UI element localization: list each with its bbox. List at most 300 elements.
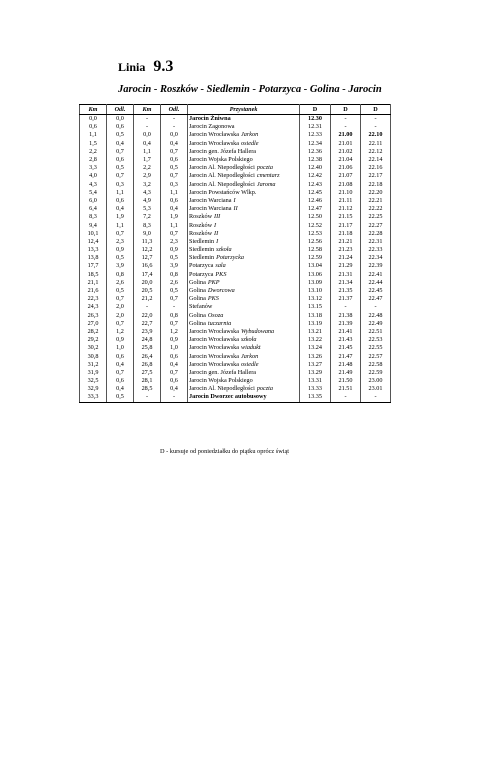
stop-name: Stefanów <box>189 303 213 311</box>
km-cell: 2,2 <box>80 148 107 156</box>
km-cell: 4,0 <box>80 172 107 180</box>
table-row <box>80 312 391 320</box>
distance-cell: - <box>161 115 188 124</box>
distance-cell: 0,6 <box>107 123 134 131</box>
km-cell: 18,5 <box>80 271 107 279</box>
stop-name: Jarocin Zagonowa <box>189 123 235 131</box>
stop-name: Jarocin Wrocławska <box>189 131 239 139</box>
departure-time-cell: - <box>331 115 361 124</box>
departure-time-cell: 12.59 <box>300 254 331 262</box>
distance-cell: 0,4 <box>107 361 134 369</box>
departure-time-cell: 21.01 <box>331 140 361 148</box>
departure-time-cell: 21.47 <box>331 352 361 360</box>
stop-cell <box>188 230 300 238</box>
distance-cell: 0,7 <box>161 295 188 303</box>
stop-qualifier: I <box>216 237 219 245</box>
km-cell: 1,5 <box>80 140 107 148</box>
departure-time-cell: 13.04 <box>300 262 331 270</box>
route-title: Jarocin - Roszków - Siedlemin - Potarzyca - Golina - Jarocin <box>118 84 382 95</box>
km-cell: 29,2 <box>80 336 107 344</box>
km-cell: 26,8 <box>134 361 161 369</box>
departure-time-cell: 13.22 <box>300 336 331 344</box>
km-cell: 26,4 <box>134 352 161 360</box>
stop-name: Jarocin gen. Józefa Hallera <box>189 147 256 155</box>
distance-cell: 3,9 <box>161 262 188 270</box>
distance-cell: 0,7 <box>161 369 188 377</box>
distance-cell: 0,9 <box>107 336 134 344</box>
km-cell: 3,2 <box>134 181 161 189</box>
stop-name: Golina <box>189 287 206 295</box>
table-row <box>80 262 391 270</box>
stop-cell <box>188 279 300 287</box>
stop-cell <box>188 197 300 205</box>
stop-qualifier: I <box>233 196 236 204</box>
departure-time-cell: 22.10 <box>361 131 391 139</box>
stop-qualifier: PKP <box>207 278 220 286</box>
distance-cell: 0,8 <box>161 271 188 279</box>
stop-name: Golina <box>189 319 206 327</box>
stop-name: Jarocin Dworzec autobusowy <box>189 393 267 401</box>
departure-time-cell: 12.58 <box>300 246 331 254</box>
distance-cell: 0,6 <box>161 352 188 360</box>
km-cell: - <box>134 123 161 131</box>
departure-time-cell: 22.31 <box>361 238 391 246</box>
km-cell: 0,0 <box>134 131 161 139</box>
departure-time-cell: 22.18 <box>361 181 391 189</box>
distance-cell: 0,6 <box>107 352 134 360</box>
departure-time-cell: 13.33 <box>300 385 331 393</box>
departure-time-cell: 21.38 <box>331 312 361 320</box>
stop-qualifier: poczta <box>256 164 273 172</box>
distance-cell: 0,7 <box>107 172 134 180</box>
stop-qualifier: szkoła <box>240 336 257 344</box>
km-cell: 12,7 <box>134 254 161 262</box>
departure-time-cell: 13.21 <box>300 328 331 336</box>
table-row <box>80 385 391 393</box>
departure-time-cell: 22.17 <box>361 172 391 180</box>
km-cell: 5,4 <box>80 189 107 197</box>
stop-qualifier: Potarzycka <box>216 254 244 262</box>
km-cell: 8,3 <box>134 221 161 229</box>
departure-time-cell: 21.11 <box>331 197 361 205</box>
stop-qualifier: wiadukt <box>240 344 261 352</box>
distance-cell: 2,6 <box>107 279 134 287</box>
km-cell: 0,6 <box>80 123 107 131</box>
line-title <box>118 58 173 76</box>
departure-time-cell: 21.48 <box>331 361 361 369</box>
departure-time-cell: 22.59 <box>361 369 391 377</box>
distance-cell: 0,5 <box>161 287 188 295</box>
distance-cell: 1,1 <box>161 189 188 197</box>
stop-cell <box>188 312 300 320</box>
km-cell: 27,5 <box>134 369 161 377</box>
table-row <box>80 238 391 246</box>
table-row <box>80 230 391 238</box>
header-course-d: D <box>361 105 391 115</box>
departure-time-cell: - <box>331 123 361 131</box>
distance-cell: 1,0 <box>107 344 134 352</box>
distance-cell: 1,2 <box>161 328 188 336</box>
distance-cell: - <box>161 393 188 402</box>
stop-cell <box>188 246 300 254</box>
distance-cell: 0,7 <box>107 295 134 303</box>
departure-time-cell: 21.39 <box>331 320 361 328</box>
departure-time-cell: 21.18 <box>331 230 361 238</box>
distance-cell: 0,9 <box>161 336 188 344</box>
departure-time-cell: 13.31 <box>300 377 331 385</box>
table-row <box>80 164 391 172</box>
stop-qualifier: poczta <box>256 385 273 393</box>
table-row <box>80 148 391 156</box>
stop-cell <box>188 303 300 311</box>
departure-time-cell: 22.47 <box>361 295 391 303</box>
km-cell: 13,8 <box>80 254 107 262</box>
table-row <box>80 344 391 352</box>
table-row <box>80 279 391 287</box>
departure-time-cell: 22.12 <box>361 148 391 156</box>
stop-name: Jarocin Al. Niepodległości <box>189 385 255 393</box>
departure-time-cell: 12.52 <box>300 221 331 229</box>
departure-time-cell: 22.33 <box>361 246 391 254</box>
distance-cell: 0,6 <box>107 156 134 164</box>
stop-qualifier: szkoła <box>216 246 232 254</box>
stop-cell <box>188 123 300 131</box>
distance-cell: 0,7 <box>161 230 188 238</box>
departure-time-cell: 12.56 <box>300 238 331 246</box>
stop-cell <box>188 361 300 369</box>
departure-time-cell: - <box>361 123 391 131</box>
distance-cell: 0,6 <box>161 197 188 205</box>
table-row <box>80 115 391 124</box>
stop-cell <box>188 377 300 385</box>
departure-time-cell: 22.51 <box>361 328 391 336</box>
km-cell: 28,1 <box>134 377 161 385</box>
distance-cell: 0,5 <box>161 164 188 172</box>
timetable-body <box>80 115 391 403</box>
km-cell: 13,3 <box>80 246 107 254</box>
km-cell: 6,4 <box>80 205 107 213</box>
distance-cell: 2,0 <box>107 312 134 320</box>
departure-time-cell: 12.38 <box>300 156 331 164</box>
departure-time-cell: 22.48 <box>361 312 391 320</box>
stop-qualifier: sala <box>215 262 226 270</box>
table-row <box>80 377 391 385</box>
departure-time-cell: 13.24 <box>300 344 331 352</box>
stop-name: Jarocin Wrocławska <box>189 336 239 344</box>
distance-cell: 0,6 <box>107 377 134 385</box>
km-cell: 20,0 <box>134 279 161 287</box>
stop-cell <box>188 352 300 360</box>
table-row <box>80 221 391 229</box>
stop-cell <box>188 295 300 303</box>
km-cell: 0,4 <box>134 140 161 148</box>
stop-cell <box>188 385 300 393</box>
distance-cell: 0,5 <box>107 254 134 262</box>
stop-cell <box>188 328 300 336</box>
stop-cell <box>188 320 300 328</box>
departure-time-cell: 22.55 <box>361 344 391 352</box>
stop-cell <box>188 189 300 197</box>
km-cell: 23,9 <box>134 328 161 336</box>
distance-cell: 0,7 <box>107 320 134 328</box>
km-cell: 27,0 <box>80 320 107 328</box>
km-cell: 21,6 <box>80 287 107 295</box>
distance-cell: 3,9 <box>107 262 134 270</box>
stop-name: Siedlemin <box>189 246 215 254</box>
km-cell: 28,5 <box>134 385 161 393</box>
stop-cell <box>188 156 300 164</box>
stop-qualifier: Dworcowa <box>207 287 235 295</box>
distance-cell: 0,4 <box>161 205 188 213</box>
table-row <box>80 172 391 180</box>
stop-name: Roszków <box>189 229 213 237</box>
km-cell: 17,4 <box>134 271 161 279</box>
distance-cell: 0,7 <box>107 369 134 377</box>
table-row <box>80 295 391 303</box>
km-cell: 33,3 <box>80 393 107 402</box>
departure-time-cell: 13.15 <box>300 303 331 311</box>
distance-cell: 1,0 <box>161 344 188 352</box>
table-row <box>80 352 391 360</box>
km-cell: 22,7 <box>134 320 161 328</box>
departure-time-cell: 22.16 <box>361 164 391 172</box>
stop-name: Potarzyca <box>189 270 214 278</box>
km-cell: 21,2 <box>134 295 161 303</box>
distance-cell: 0,4 <box>107 140 134 148</box>
distance-cell: 0,5 <box>107 393 134 402</box>
departure-time-cell: 21.24 <box>331 254 361 262</box>
km-cell: 8,3 <box>80 213 107 221</box>
km-cell: 32,9 <box>80 385 107 393</box>
departure-time-cell: 21.37 <box>331 295 361 303</box>
departure-time-cell: 13.26 <box>300 352 331 360</box>
table-row <box>80 328 391 336</box>
departure-time-cell: 21.29 <box>331 262 361 270</box>
km-cell: 1,1 <box>80 131 107 139</box>
distance-cell: 0,5 <box>107 287 134 295</box>
table-row <box>80 140 391 148</box>
departure-time-cell: 22.49 <box>361 320 391 328</box>
distance-cell: 0,6 <box>161 377 188 385</box>
table-row <box>80 213 391 221</box>
stop-name: Roszków <box>189 221 213 229</box>
departure-time-cell: 23.01 <box>361 385 391 393</box>
km-cell: - <box>134 303 161 311</box>
km-cell: 30,8 <box>80 352 107 360</box>
stop-qualifier: I <box>214 221 217 229</box>
header-km: Km <box>80 105 107 115</box>
km-cell: 9,0 <box>134 230 161 238</box>
departure-time-cell: 13.06 <box>300 271 331 279</box>
stop-name: Jarocin Wrocławska <box>189 352 239 360</box>
distance-cell: 0,9 <box>107 246 134 254</box>
departure-time-cell: - <box>361 115 391 124</box>
stop-name: Siedlemin <box>189 237 215 245</box>
km-cell: 24,8 <box>134 336 161 344</box>
table-row <box>80 303 391 311</box>
table-row <box>80 271 391 279</box>
stop-name: Golina <box>189 278 206 286</box>
distance-cell: 1,1 <box>161 221 188 229</box>
header-odl: Odl. <box>107 105 134 115</box>
line-label: Linia <box>118 60 146 74</box>
stop-name: Jarocin Powstańców Wlkp. <box>189 188 257 196</box>
stop-qualifier: PKS <box>207 295 219 303</box>
stop-cell <box>188 148 300 156</box>
km-cell: 17,7 <box>80 262 107 270</box>
departure-time-cell: 12.46 <box>300 197 331 205</box>
table-row <box>80 205 391 213</box>
table-row <box>80 336 391 344</box>
table-row <box>80 361 391 369</box>
departure-time-cell: 13.19 <box>300 320 331 328</box>
table-row <box>80 254 391 262</box>
stop-cell <box>188 271 300 279</box>
stop-qualifier: II <box>233 205 238 213</box>
stop-name: Golina <box>189 311 206 319</box>
stop-name: Jarocin Wrocławska <box>189 360 239 368</box>
distance-cell: 1,2 <box>107 328 134 336</box>
distance-cell: 0,5 <box>107 164 134 172</box>
stop-cell <box>188 115 300 124</box>
departure-time-cell: 21.21 <box>331 238 361 246</box>
distance-cell: 0,4 <box>161 361 188 369</box>
km-cell: 4,9 <box>134 197 161 205</box>
stop-name: Jarocin Żniwna <box>189 115 231 123</box>
km-cell: 31,9 <box>80 369 107 377</box>
km-cell: 12,2 <box>134 246 161 254</box>
stop-cell <box>188 213 300 221</box>
table-row <box>80 156 391 164</box>
distance-cell: 0,7 <box>107 148 134 156</box>
departure-time-cell: 13.18 <box>300 312 331 320</box>
distance-cell: 2,3 <box>107 238 134 246</box>
km-cell: 4,3 <box>134 189 161 197</box>
stop-qualifier: osiedle <box>240 360 259 368</box>
departure-time-cell: 21.23 <box>331 246 361 254</box>
stop-name: Potarzyca <box>189 262 214 270</box>
table-row <box>80 369 391 377</box>
distance-cell: - <box>161 303 188 311</box>
stop-cell <box>188 238 300 246</box>
departure-time-cell: 21.15 <box>331 213 361 221</box>
departure-time-cell: 21.49 <box>331 369 361 377</box>
km-cell: 2,9 <box>134 172 161 180</box>
departure-time-cell: 21.43 <box>331 336 361 344</box>
departure-time-cell: 21.45 <box>331 344 361 352</box>
departure-time-cell: 13.29 <box>300 369 331 377</box>
distance-cell: 0,9 <box>161 246 188 254</box>
departure-time-cell: 21.34 <box>331 279 361 287</box>
departure-time-cell: 12.40 <box>300 164 331 172</box>
distance-cell: 0,8 <box>107 271 134 279</box>
km-cell: 6,0 <box>80 197 107 205</box>
km-cell: 2,8 <box>80 156 107 164</box>
km-cell: 11,3 <box>134 238 161 246</box>
departure-time-cell: 12.50 <box>300 213 331 221</box>
km-cell: 9,4 <box>80 221 107 229</box>
stop-cell <box>188 164 300 172</box>
departure-time-cell: - <box>361 303 391 311</box>
footnote: D - kursuje od poniedziałku do piątku oprócz świąt <box>160 448 290 455</box>
departure-time-cell: 21.10 <box>331 189 361 197</box>
distance-cell: - <box>161 123 188 131</box>
departure-time-cell: 21.31 <box>331 271 361 279</box>
departure-time-cell: 21.50 <box>331 377 361 385</box>
line-number: 9.3 <box>153 58 174 75</box>
stop-qualifier: tuczarnia <box>207 319 232 327</box>
stop-name: Jarocin Wrocławska <box>189 327 239 335</box>
table-row <box>80 189 391 197</box>
distance-cell: 0,8 <box>161 312 188 320</box>
stop-cell <box>188 393 300 402</box>
distance-cell: 0,7 <box>161 148 188 156</box>
departure-time-cell: 21.51 <box>331 385 361 393</box>
departure-time-cell: 22.57 <box>361 352 391 360</box>
stop-qualifier: PKS <box>215 270 227 278</box>
departure-time-cell: 22.58 <box>361 361 391 369</box>
stop-qualifier: Jaroma <box>256 180 276 188</box>
departure-time-cell: 23.00 <box>361 377 391 385</box>
distance-cell: 1,9 <box>161 213 188 221</box>
departure-time-cell: 21.12 <box>331 205 361 213</box>
km-cell: 2,2 <box>134 164 161 172</box>
departure-time-cell: 13.12 <box>300 295 331 303</box>
departure-time-cell: 22.14 <box>361 156 391 164</box>
distance-cell: 0,3 <box>161 181 188 189</box>
stop-name: Golina <box>189 295 206 303</box>
km-cell: 7,2 <box>134 213 161 221</box>
departure-time-cell: 12.33 <box>300 131 331 139</box>
distance-cell: 2,3 <box>161 238 188 246</box>
departure-time-cell: 21.02 <box>331 148 361 156</box>
stop-name: Siedlemin <box>189 254 215 262</box>
km-cell: 22,3 <box>80 295 107 303</box>
stop-name: Jarocin gen. Józefa Hallera <box>189 368 256 376</box>
departure-time-cell: 13.10 <box>300 287 331 295</box>
header-odl: Odl. <box>161 105 188 115</box>
km-cell: 32,5 <box>80 377 107 385</box>
distance-cell: 0,5 <box>161 254 188 262</box>
distance-cell: 0,4 <box>107 385 134 393</box>
departure-time-cell: 22.34 <box>361 254 391 262</box>
departure-time-cell: 22.39 <box>361 262 391 270</box>
km-cell: 20,5 <box>134 287 161 295</box>
stop-name: Jarocin Al. Niepodległości <box>189 164 255 172</box>
km-cell: 16,6 <box>134 262 161 270</box>
km-cell: 10,1 <box>80 230 107 238</box>
km-cell: 12,4 <box>80 238 107 246</box>
departure-time-cell: 12.36 <box>300 148 331 156</box>
header-km: Km <box>134 105 161 115</box>
stop-cell <box>188 254 300 262</box>
departure-time-cell: 21.35 <box>331 287 361 295</box>
departure-time-cell: 22.41 <box>361 271 391 279</box>
stop-cell <box>188 336 300 344</box>
distance-cell: 0,6 <box>161 156 188 164</box>
km-cell: 1,7 <box>134 156 161 164</box>
distance-cell: 0,7 <box>161 172 188 180</box>
departure-time-cell: 21.07 <box>331 172 361 180</box>
departure-time-cell: 13.35 <box>300 393 331 402</box>
departure-time-cell: 21.04 <box>331 156 361 164</box>
distance-cell: 0,0 <box>161 131 188 139</box>
departure-time-cell: 12.45 <box>300 189 331 197</box>
distance-cell: 0,7 <box>107 230 134 238</box>
distance-cell: 0,7 <box>161 320 188 328</box>
distance-cell: 0,6 <box>107 197 134 205</box>
departure-time-cell: 12.53 <box>300 230 331 238</box>
